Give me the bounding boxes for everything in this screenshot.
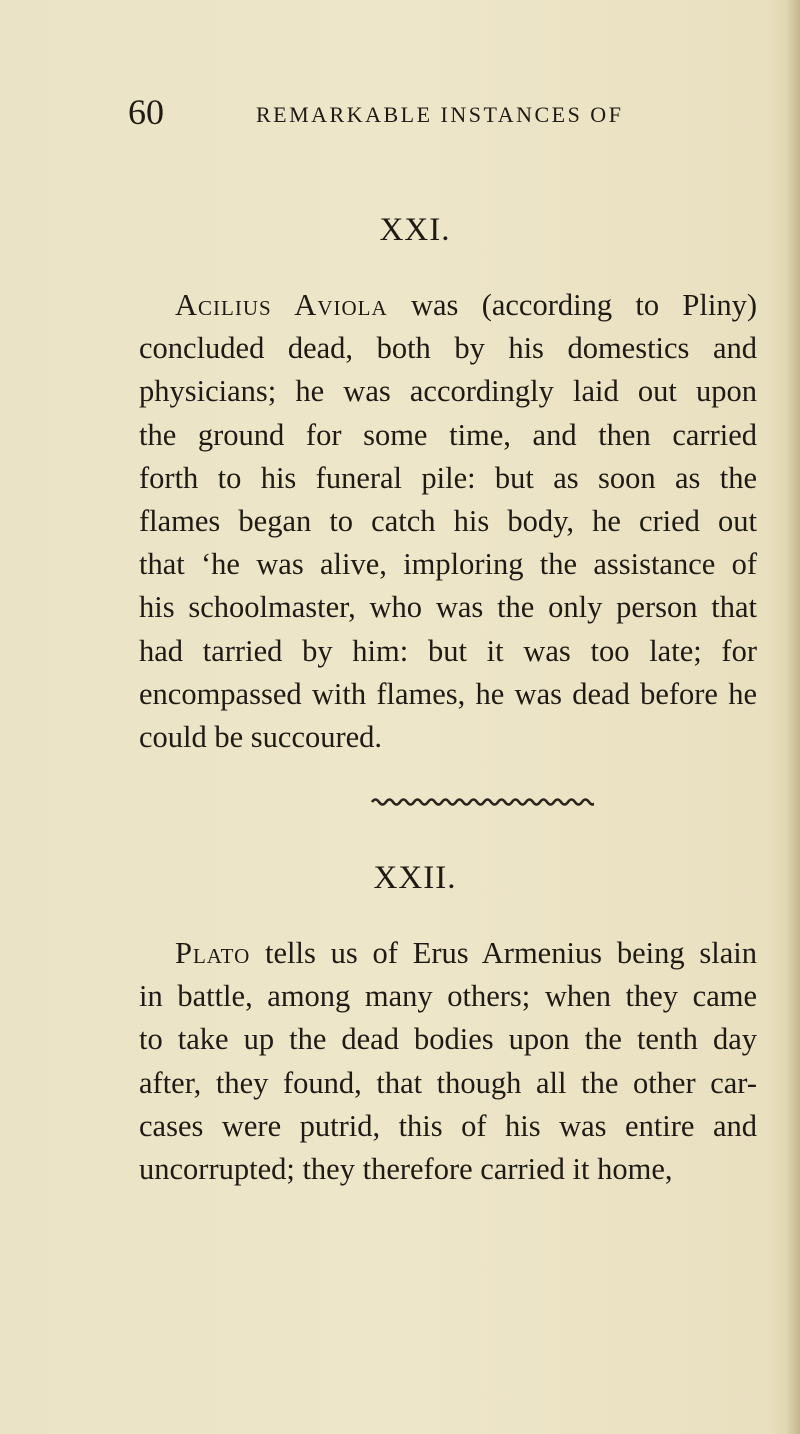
wavy-rule-ornament-icon (370, 796, 594, 808)
section-paragraph-xxii (139, 932, 757, 1191)
section-paragraph-xxi (139, 284, 757, 759)
paragraph-line: his schoolmaster, who was the only person that (139, 590, 757, 625)
paragraph-line: in battle, among many others; when they came (139, 979, 757, 1014)
paragraph-line: Plato tells us of Erus Armenius being slain (175, 936, 757, 970)
page-header (128, 92, 688, 132)
paragraph-line: encompassed with flames, he was dead before he (139, 676, 757, 711)
paragraph-line: that ‘he was alive, imploring the assistance of (139, 547, 757, 582)
paragraph-line: forth to his funeral pile: but as soon as the (139, 460, 757, 495)
paragraph-line: to take up the dead bodies upon the tenth day (139, 1022, 757, 1057)
lead-name: Plato (175, 936, 251, 970)
paragraph-line: flames began to catch his body, he cried out (139, 503, 757, 538)
paragraph-line: after, they found, that though all the other car- (139, 1065, 757, 1100)
paragraph-line: could be succoured. (139, 719, 383, 754)
paragraph-line: Acilius Aviola was (according to Pliny) (175, 288, 757, 322)
paragraph-line: had tarried by him: but it was too late; for (139, 633, 757, 668)
running-head: REMARKABLE INSTANCES OF (256, 102, 624, 127)
paragraph-line: uncorrupted; they therefore carried it home, (139, 1151, 673, 1186)
paragraph-line: cases were putrid, this of his was entire and (139, 1108, 757, 1143)
section-heading-xxi: XXI. (379, 212, 451, 248)
paragraph-line: the ground for some time, and then carried (139, 417, 757, 452)
paragraph-line: concluded dead, both by his domestics and (139, 331, 757, 366)
lead-name: Acilius Aviola (175, 288, 388, 322)
section-heading-xxii: XXII. (373, 860, 457, 896)
paragraph-line: physicians; he was accordingly laid out upon (139, 374, 757, 409)
page-number: 60 (128, 92, 164, 132)
